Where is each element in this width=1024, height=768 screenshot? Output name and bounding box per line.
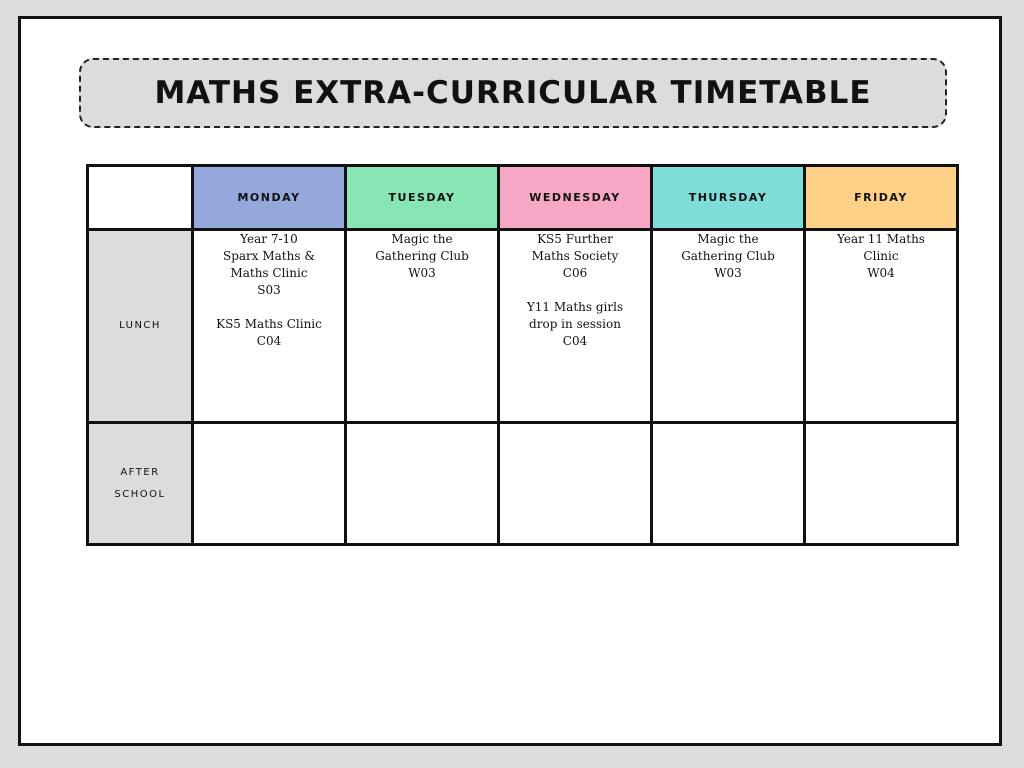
activity-text: Year 11 Maths Clinic W04 (837, 232, 925, 280)
lunch-row (88, 230, 958, 423)
day-header-wednesday: WEDNESDAY (499, 166, 652, 230)
after-school-row (88, 423, 958, 545)
day-header-friday: FRIDAY (805, 166, 958, 230)
day-header-monday: MONDAY (193, 166, 346, 230)
row-label-text: AFTER SCHOOL (114, 466, 166, 500)
after-school-tuesday-cell (346, 423, 499, 545)
page-title: MATHS EXTRA-CURRICULAR TIMETABLE (154, 75, 872, 111)
after-school-friday-cell (805, 423, 958, 545)
day-header-tuesday: TUESDAY (346, 166, 499, 230)
activity-text: Magic the Gathering Club W03 (375, 232, 469, 280)
lunch-friday-cell (805, 230, 958, 423)
activity-text: Year 7-10 Sparx Maths & Maths Clinic S03 KS5 Maths Clinic C04 (216, 232, 322, 348)
row-label-text: LUNCH (119, 320, 161, 331)
activity-text: KS5 Further Maths Society C06 Y11 Maths girls drop in session C04 (526, 232, 624, 348)
row-label-after-school (88, 423, 193, 545)
after-school-wednesday-cell (499, 423, 652, 545)
corner-cell (88, 166, 193, 230)
lunch-wednesday-cell (499, 230, 652, 423)
lunch-tuesday-cell (346, 230, 499, 423)
row-label-lunch (88, 230, 193, 423)
lunch-monday-cell (193, 230, 346, 423)
day-header-row (88, 166, 958, 230)
after-school-monday-cell (193, 423, 346, 545)
activity-text: Magic the Gathering Club W03 (681, 232, 775, 280)
day-header-thursday: THURSDAY (652, 166, 805, 230)
timetable-page (18, 16, 1002, 746)
after-school-thursday-cell (652, 423, 805, 545)
lunch-thursday-cell (652, 230, 805, 423)
title-banner (79, 58, 947, 128)
timetable-grid (86, 164, 959, 546)
